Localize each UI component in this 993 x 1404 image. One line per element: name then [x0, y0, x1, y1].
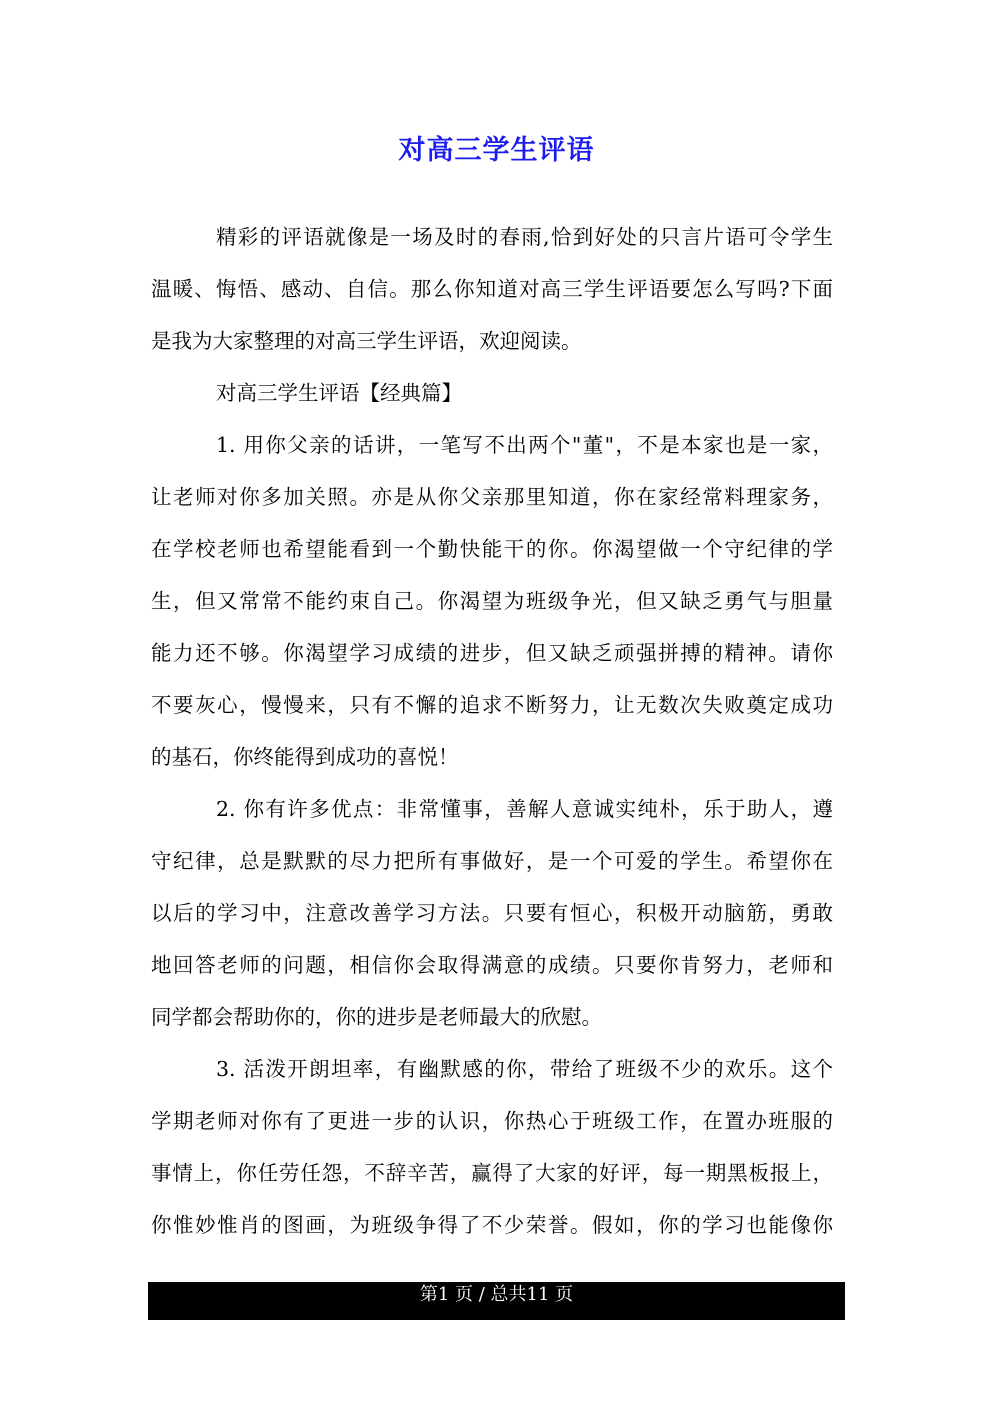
page-indicator-bar: [148, 1282, 845, 1320]
text-line: 事情上，你任劳任怨，不辞辛苦，赢得了大家的好评，每一期黑板报上，: [151, 1161, 833, 1185]
text-line: 2. 你有许多优点：非常懂事，善解人意诚实纯朴，乐于助人，遵: [216, 797, 833, 821]
paragraph: [151, 222, 833, 378]
text-line: 你惟妙惟肖的图画，为班级争得了不少荣誉。假如，你的学习也能像你: [151, 1213, 833, 1237]
text-line: 精彩的评语就像是一场及时的春雨,恰到好处的只言片语可令学生: [216, 225, 833, 249]
text-line: 学期老师对你有了更进一步的认识，你热心于班级工作，在置办班服的: [151, 1109, 833, 1133]
text-line: 在学校老师也希望能看到一个勤快能干的你。你渴望做一个守纪律的学: [151, 537, 833, 561]
text-line: 能力还不够。你渴望学习成绩的进步，但又缺乏顽强拼搏的精神。请你: [151, 641, 833, 665]
paragraph: [151, 430, 833, 794]
text-line: 对高三学生评语【经典篇】: [216, 381, 462, 405]
text-line: 让老师对你多加关照。亦是从你父亲那里知道，你在家经常料理家务，: [151, 485, 833, 509]
document-title: 对高三学生评语: [398, 135, 595, 166]
text-line: 是我为大家整理的对高三学生评语，欢迎阅读。: [151, 329, 582, 353]
text-line: 守纪律，总是默默的尽力把所有事做好，是一个可爱的学生。希望你在: [151, 849, 833, 873]
text-line: 3. 活泼开朗坦率，有幽默感的你，带给了班级不少的欢乐。这个: [216, 1057, 833, 1081]
paragraph: [151, 794, 833, 1054]
text-line: 温暖、悔悟、感动、自信。那么你知道对高三学生评语要怎么写吗?下面: [151, 277, 833, 301]
text-line: 1. 用你父亲的话讲，一笔写不出两个"董"，不是本家也是一家，: [216, 433, 833, 457]
text-line: 地回答老师的问题，相信你会取得满意的成绩。只要你肯努力，老师和: [151, 953, 833, 977]
page-indicator-text: 第1 页 / 总共11 页: [419, 1284, 574, 1305]
text-line: 的基石，你终能得到成功的喜悦！: [151, 745, 459, 769]
text-line: 不要灰心，慢慢来，只有不懈的追求不断努力，让无数次失败奠定成功: [151, 693, 833, 717]
document-body: [151, 222, 833, 1262]
text-line: 以后的学习中，注意改善学习方法。只要有恒心，积极开动脑筋，勇敢: [151, 901, 833, 925]
paragraph: [151, 378, 833, 430]
text-line: 同学都会帮助你的，你的进步是老师最大的欣慰。: [151, 1005, 602, 1029]
text-line: 生，但又常常不能约束自己。你渴望为班级争光，但又缺乏勇气与胆量: [151, 589, 833, 613]
paragraph: [151, 1054, 833, 1262]
